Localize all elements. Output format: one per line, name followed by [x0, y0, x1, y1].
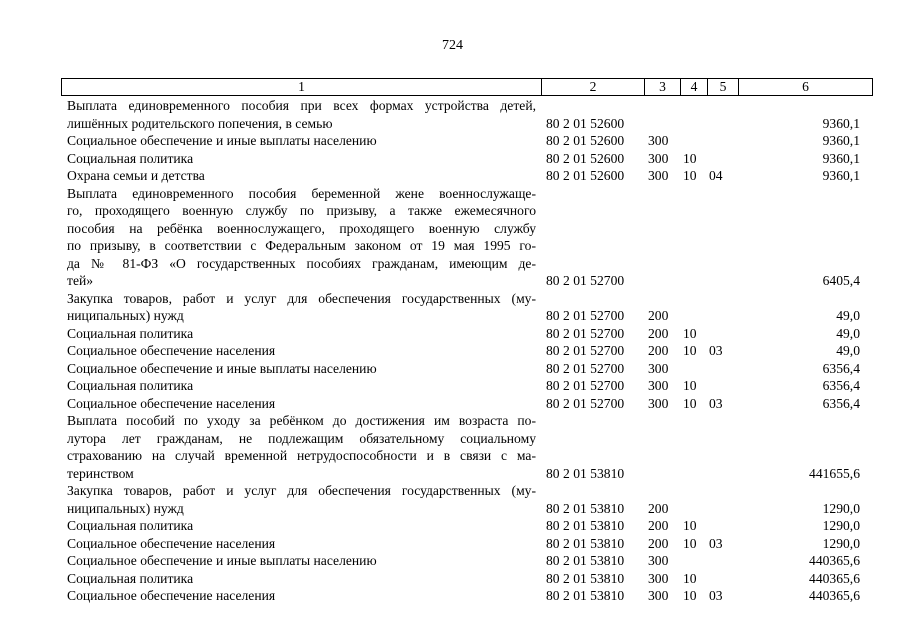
table-row: [61, 552, 866, 570]
row-section: 10: [683, 570, 697, 586]
row-code: 80 2 01 52600: [546, 115, 625, 131]
row-name-line: Социальное обеспечение населения: [67, 343, 276, 358]
row-code: 80 2 01 52600: [546, 133, 625, 148]
row-section: 10: [683, 343, 697, 358]
row-name: [61, 360, 540, 378]
row-name: [61, 290, 540, 325]
row-code: 80 2 01 53810: [546, 553, 625, 568]
row-name-line: ниципальных) нужд: [67, 308, 184, 323]
row-amount: 440365,6: [809, 588, 860, 603]
row-name-line: Социальное обеспечение и иные выплаты населению: [67, 133, 377, 148]
row-subsection: [703, 185, 733, 290]
row-section: 10: [683, 325, 697, 341]
row-name-line: Социальное обеспечение населения: [67, 395, 276, 411]
row-name-line: пособия на ребёнка военнослужащего, проходящего военную службу: [67, 220, 536, 236]
row-name: [61, 132, 540, 150]
row-subsection: 03: [709, 535, 723, 551]
row-amount: 440365,6: [809, 553, 860, 568]
row-name-line: Социальная политика: [67, 570, 194, 586]
row-name-line: Социальное обеспечение населения: [67, 535, 276, 551]
row-name-line: Социальное обеспечение и иные выплаты населению: [67, 360, 377, 376]
row-subsection: [703, 290, 733, 325]
table-row: [61, 150, 866, 168]
column-header-1: 1: [62, 79, 542, 96]
row-name-line: ниципальных) нужд: [67, 500, 184, 516]
row-expense-type: 300: [648, 150, 669, 166]
row-name: [61, 342, 540, 360]
row-name: [61, 482, 540, 517]
row-amount: 6405,4: [822, 273, 860, 288]
row-amount: 440365,6: [809, 570, 860, 586]
row-name: [61, 570, 540, 588]
row-code: 80 2 01 52600: [546, 150, 625, 166]
table-row: [61, 377, 866, 395]
column-header-5: 5: [708, 79, 739, 96]
row-expense-type: 300: [648, 360, 669, 376]
row-name-line: теринством: [67, 465, 134, 481]
table-row: [61, 97, 866, 132]
budget-table-body: [61, 97, 866, 605]
row-code: 80 2 01 52700: [546, 273, 625, 288]
row-name: [61, 97, 540, 132]
row-code: 80 2 01 52700: [546, 308, 625, 323]
row-subsection: [703, 360, 733, 378]
row-code: 80 2 01 52600: [546, 168, 625, 183]
row-subsection: [703, 150, 733, 168]
row-name: [61, 377, 540, 395]
row-name-line: по призыву, в соответствии с Федеральным законом от 19 мая 1995 го-: [67, 238, 536, 253]
row-amount: 49,0: [836, 325, 860, 341]
row-expense-type: 300: [648, 168, 669, 183]
row-code: 80 2 01 52700: [546, 325, 625, 341]
row-section: [677, 97, 703, 132]
row-name-line: да № 81-ФЗ «О государственных пособиях гражданам, имеющим де-: [67, 255, 536, 271]
row-name-line: Социальная политика: [67, 150, 194, 166]
row-name-line: Закупка товаров, работ и услуг для обеспечения государственных (му-: [67, 483, 536, 498]
row-section: 10: [683, 168, 697, 183]
row-amount: 6356,4: [822, 360, 860, 376]
column-header-3: 3: [645, 79, 681, 96]
row-amount: 1290,0: [822, 518, 860, 533]
row-name-line: го, проходящего военную службу по призыву, а также ежемесячного: [67, 203, 536, 218]
row-subsection: [703, 132, 733, 150]
row-amount: 6356,4: [822, 378, 860, 393]
row-name: [61, 535, 540, 553]
row-name: [61, 185, 540, 290]
row-section: [677, 132, 703, 150]
table-row: [61, 167, 866, 185]
row-amount: 49,0: [836, 308, 860, 323]
row-expense-type: 300: [648, 378, 669, 393]
column-header-6: 6: [739, 79, 873, 96]
row-section: 10: [683, 150, 697, 166]
row-section: [677, 552, 703, 570]
row-subsection: [703, 552, 733, 570]
row-subsection: [703, 517, 733, 535]
row-name-line: страхованию на случай временной нетрудоспособности и в связи с ма-: [67, 448, 536, 463]
row-amount: 9360,1: [822, 150, 860, 166]
row-section: [677, 290, 703, 325]
table-row: [61, 342, 866, 360]
row-section: [677, 360, 703, 378]
row-expense-type: [642, 185, 677, 290]
row-section: 10: [683, 535, 697, 551]
column-header-row: [62, 79, 873, 96]
row-subsection: [703, 325, 733, 343]
row-name-line: тей»: [67, 273, 94, 288]
table-row: [61, 325, 866, 343]
row-subsection: 04: [709, 168, 723, 183]
row-name-line: Закупка товаров, работ и услуг для обеспечения государственных (му-: [67, 290, 536, 306]
row-name-line: Выплата пособий по уходу за ребёнком до достижения им возраста по-: [67, 413, 536, 428]
row-name: [61, 325, 540, 343]
row-amount: 9360,1: [822, 168, 860, 183]
row-amount: 49,0: [836, 343, 860, 358]
row-section: [677, 482, 703, 517]
row-name: [61, 552, 540, 570]
row-section: 10: [683, 378, 697, 393]
row-subsection: [703, 97, 733, 132]
row-code: 80 2 01 52700: [546, 378, 625, 393]
table-row: [61, 587, 866, 605]
row-code: 80 2 01 53810: [546, 535, 625, 551]
row-name-line: Социальное обеспечение и иные выплаты населению: [67, 553, 377, 568]
row-name-line: лутора лет гражданам, не подлежащим обязательному социальному: [67, 430, 536, 446]
row-expense-type: 300: [648, 588, 669, 603]
row-section: [677, 185, 703, 290]
table-row: [61, 412, 866, 482]
table-row: [61, 482, 866, 517]
row-subsection: [703, 412, 733, 482]
row-name: [61, 167, 540, 185]
row-amount: 1290,0: [822, 500, 860, 516]
row-name-line: лишённых родительского попечения, в семью: [67, 115, 333, 131]
row-expense-type: 200: [648, 343, 669, 358]
table-row: [61, 290, 866, 325]
table-row: [61, 360, 866, 378]
row-amount: 1290,0: [822, 535, 860, 551]
row-subsection: 03: [709, 343, 723, 358]
row-expense-type: 300: [648, 395, 669, 411]
row-section: [677, 412, 703, 482]
table-row: [61, 535, 866, 553]
row-expense-type: 300: [648, 570, 669, 586]
row-expense-type: 200: [648, 518, 669, 533]
page-number: 724: [442, 38, 463, 53]
row-name-line: Социальное обеспечение населения: [67, 588, 276, 603]
row-subsection: [703, 482, 733, 517]
column-header-table: [61, 78, 873, 96]
row-amount: 9360,1: [822, 115, 860, 131]
row-expense-type: 200: [648, 500, 669, 516]
column-header-2: 2: [542, 79, 645, 96]
row-name-line: Охрана семьи и детства: [67, 168, 205, 183]
table-row: [61, 132, 866, 150]
row-name: [61, 412, 540, 482]
row-subsection: 03: [709, 395, 723, 411]
table-row: [61, 517, 866, 535]
row-code: 80 2 01 52700: [546, 395, 625, 411]
row-expense-type: [642, 412, 677, 482]
row-name-line: Социальная политика: [67, 518, 194, 533]
row-code: 80 2 01 53810: [546, 465, 625, 481]
column-header-4: 4: [681, 79, 708, 96]
row-amount: 9360,1: [822, 133, 860, 148]
table-row: [61, 570, 866, 588]
row-name-line: Выплата единовременного пособия беременной жене военнослужаще-: [67, 185, 536, 201]
row-name-line: Социальная политика: [67, 378, 194, 393]
row-code: 80 2 01 53810: [546, 500, 625, 516]
row-subsection: [703, 377, 733, 395]
row-name-line: Выплата единовременного пособия при всех формах устройства детей,: [67, 98, 536, 113]
row-section: 10: [683, 518, 697, 533]
row-name: [61, 517, 540, 535]
row-code: 80 2 01 53810: [546, 570, 625, 586]
row-name: [61, 587, 540, 605]
row-expense-type: 200: [648, 308, 669, 323]
row-code: 80 2 01 53810: [546, 588, 625, 603]
table-row: [61, 185, 866, 290]
row-amount: 6356,4: [822, 395, 860, 411]
row-name: [61, 150, 540, 168]
row-expense-type: [642, 97, 677, 132]
row-name: [61, 395, 540, 413]
row-expense-type: 300: [648, 553, 669, 568]
row-expense-type: 300: [648, 133, 669, 148]
row-section: 10: [683, 395, 697, 411]
row-section: 10: [683, 588, 697, 603]
row-amount: 441655,6: [809, 465, 860, 481]
budget-table: [61, 97, 866, 605]
row-expense-type: 200: [648, 325, 669, 341]
row-code: 80 2 01 52700: [546, 343, 625, 358]
row-subsection: [703, 570, 733, 588]
table-row: [61, 395, 866, 413]
row-code: 80 2 01 52700: [546, 360, 625, 376]
row-name-line: Социальная политика: [67, 325, 194, 341]
row-expense-type: 200: [648, 535, 669, 551]
row-code: 80 2 01 53810: [546, 518, 625, 533]
row-subsection: 03: [709, 588, 723, 603]
